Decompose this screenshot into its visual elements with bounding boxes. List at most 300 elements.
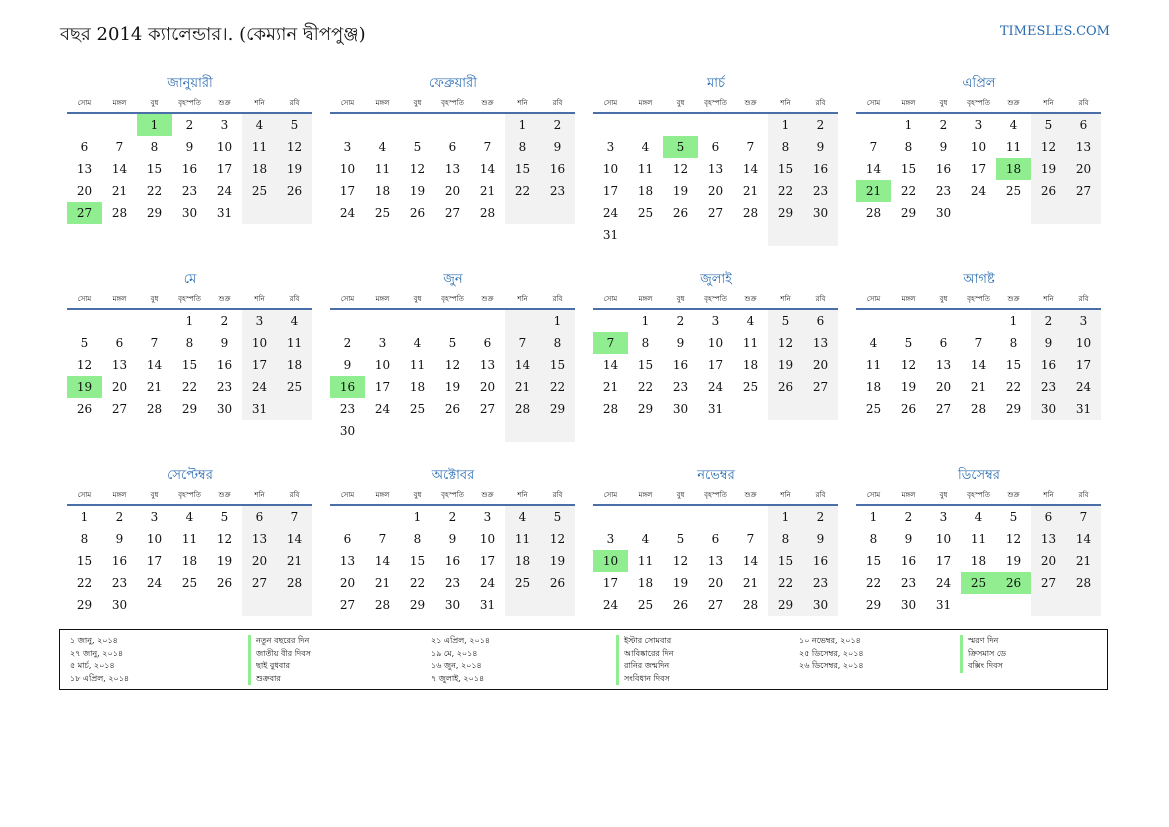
day-cell[interactable]: 4	[185, 510, 194, 524]
day-cell-weekend[interactable]: 7	[277, 506, 312, 528]
day-cell[interactable]: 14	[479, 162, 496, 176]
day-cell[interactable]: 26	[900, 402, 917, 416]
day-cell[interactable]: 29	[181, 402, 198, 416]
day-cell[interactable]: 7	[746, 140, 755, 154]
day-cell[interactable]: 24	[479, 576, 496, 590]
day-cell[interactable]: 13	[707, 162, 724, 176]
day-cell[interactable]: 4	[641, 140, 650, 154]
day-cell-weekend[interactable]: 26	[540, 572, 575, 594]
day-cell-holiday[interactable]: 5	[663, 136, 698, 158]
day-cell-weekend[interactable]: 26	[768, 376, 803, 398]
day-cell[interactable]: 24	[970, 184, 987, 198]
day-cell-weekend[interactable]: 18	[277, 354, 312, 376]
day-cell-weekend[interactable]: 4	[505, 506, 540, 528]
day-cell[interactable]: 3	[974, 118, 983, 132]
day-cell-weekend[interactable]: 19	[540, 550, 575, 572]
day-cell-holiday[interactable]: 18	[996, 158, 1031, 180]
day-cell[interactable]: 12	[672, 554, 689, 568]
day-cell[interactable]: 30	[216, 402, 233, 416]
day-cell[interactable]: 11	[970, 532, 987, 546]
day-cell-weekend[interactable]: 26	[1031, 180, 1066, 202]
day-cell[interactable]: 23	[111, 576, 128, 590]
day-cell[interactable]: 30	[111, 598, 128, 612]
day-cell[interactable]: 18	[374, 184, 391, 198]
day-cell[interactable]: 6	[483, 336, 492, 350]
day-cell-weekend[interactable]: 14	[277, 528, 312, 550]
day-cell[interactable]: 11	[637, 554, 654, 568]
day-cell[interactable]: 21	[374, 576, 391, 590]
day-cell[interactable]: 23	[181, 184, 198, 198]
day-cell-weekend[interactable]: 2	[803, 114, 838, 136]
day-cell[interactable]: 28	[602, 402, 619, 416]
day-cell[interactable]: 14	[742, 162, 759, 176]
site-link[interactable]: TIMESLES.COM	[999, 24, 1110, 39]
day-cell-weekend[interactable]: 9	[803, 528, 838, 550]
day-cell[interactable]: 20	[707, 184, 724, 198]
day-cell[interactable]: 2	[185, 118, 194, 132]
day-cell[interactable]: 10	[374, 358, 391, 372]
day-cell[interactable]: 24	[339, 206, 356, 220]
day-cell-weekend[interactable]: 16	[540, 158, 575, 180]
day-cell-weekend[interactable]: 28	[1066, 572, 1101, 594]
day-cell[interactable]: 24	[374, 402, 391, 416]
day-cell-holiday[interactable]: 1	[137, 114, 172, 136]
day-cell[interactable]: 22	[637, 380, 654, 394]
day-cell[interactable]: 9	[676, 336, 685, 350]
day-cell[interactable]: 12	[409, 162, 426, 176]
day-cell-weekend[interactable]: 11	[505, 528, 540, 550]
day-cell-weekend[interactable]: 6	[1031, 506, 1066, 528]
day-cell-weekend[interactable]: 30	[803, 202, 838, 224]
day-cell-weekend[interactable]: 27	[1031, 572, 1066, 594]
day-cell[interactable]: 6	[711, 140, 720, 154]
day-cell[interactable]: 11	[865, 358, 882, 372]
day-cell[interactable]: 19	[900, 380, 917, 394]
day-cell[interactable]: 8	[869, 532, 878, 546]
day-cell[interactable]: 2	[676, 314, 685, 328]
day-cell[interactable]: 13	[707, 554, 724, 568]
day-cell[interactable]: 9	[343, 358, 352, 372]
day-cell-weekend[interactable]: 21	[1066, 550, 1101, 572]
day-cell[interactable]: 9	[220, 336, 229, 350]
day-cell[interactable]: 20	[479, 380, 496, 394]
day-cell[interactable]: 5	[413, 140, 422, 154]
day-cell-weekend[interactable]: 16	[803, 158, 838, 180]
day-cell[interactable]: 10	[479, 532, 496, 546]
day-cell[interactable]: 30	[339, 424, 356, 438]
day-cell[interactable]: 29	[76, 598, 93, 612]
day-cell[interactable]: 28	[865, 206, 882, 220]
day-cell-weekend[interactable]: 30	[803, 594, 838, 616]
day-cell-weekend[interactable]: 30	[1031, 398, 1066, 420]
day-cell-weekend[interactable]: 15	[768, 158, 803, 180]
day-cell[interactable]: 9	[939, 140, 948, 154]
day-cell[interactable]: 1	[904, 118, 913, 132]
day-cell[interactable]: 28	[111, 206, 128, 220]
day-cell[interactable]: 15	[1005, 358, 1022, 372]
day-cell-weekend[interactable]: 21	[505, 376, 540, 398]
day-cell[interactable]: 25	[374, 206, 391, 220]
day-cell[interactable]: 13	[76, 162, 93, 176]
day-cell[interactable]: 26	[672, 598, 689, 612]
day-cell[interactable]: 6	[939, 336, 948, 350]
day-cell[interactable]: 23	[216, 380, 233, 394]
day-cell[interactable]: 1	[80, 510, 89, 524]
day-cell[interactable]: 18	[865, 380, 882, 394]
day-cell[interactable]: 26	[409, 206, 426, 220]
day-cell[interactable]: 5	[676, 532, 685, 546]
day-cell[interactable]: 1	[641, 314, 650, 328]
day-cell[interactable]: 28	[479, 206, 496, 220]
day-cell-weekend[interactable]: 4	[277, 310, 312, 332]
day-cell-weekend[interactable]: 19	[1031, 158, 1066, 180]
day-cell-holiday[interactable]: 25	[961, 572, 996, 594]
day-cell[interactable]: 8	[1009, 336, 1018, 350]
day-cell[interactable]: 12	[76, 358, 93, 372]
day-cell-weekend[interactable]: 24	[242, 376, 277, 398]
day-cell-weekend[interactable]: 24	[1066, 376, 1101, 398]
day-cell-weekend[interactable]: 20	[242, 550, 277, 572]
day-cell-weekend[interactable]: 22	[540, 376, 575, 398]
day-cell[interactable]: 23	[935, 184, 952, 198]
day-cell[interactable]: 15	[76, 554, 93, 568]
day-cell-holiday[interactable]: 26	[996, 572, 1031, 594]
day-cell[interactable]: 22	[181, 380, 198, 394]
day-cell[interactable]: 15	[146, 162, 163, 176]
day-cell[interactable]: 17	[216, 162, 233, 176]
day-cell[interactable]: 21	[111, 184, 128, 198]
day-cell-weekend[interactable]: 18	[505, 550, 540, 572]
day-cell[interactable]: 14	[374, 554, 391, 568]
day-cell-weekend[interactable]: 12	[540, 528, 575, 550]
day-cell-holiday[interactable]: 16	[330, 376, 365, 398]
day-cell[interactable]: 21	[742, 576, 759, 590]
day-cell[interactable]: 31	[602, 228, 619, 242]
day-cell[interactable]: 4	[378, 140, 387, 154]
day-cell[interactable]: 30	[444, 598, 461, 612]
day-cell[interactable]: 3	[483, 510, 492, 524]
day-cell[interactable]: 29	[637, 402, 654, 416]
day-cell[interactable]: 2	[220, 314, 229, 328]
day-cell[interactable]: 27	[479, 402, 496, 416]
day-cell[interactable]: 16	[444, 554, 461, 568]
day-cell[interactable]: 14	[865, 162, 882, 176]
day-cell[interactable]: 18	[637, 576, 654, 590]
day-cell-weekend[interactable]: 19	[277, 158, 312, 180]
day-cell[interactable]: 3	[150, 510, 159, 524]
day-cell-weekend[interactable]: 15	[505, 158, 540, 180]
day-cell[interactable]: 7	[974, 336, 983, 350]
day-cell[interactable]: 15	[409, 554, 426, 568]
day-cell[interactable]: 28	[146, 402, 163, 416]
day-cell-holiday[interactable]: 19	[67, 376, 102, 398]
day-cell[interactable]: 5	[448, 336, 457, 350]
day-cell[interactable]: 25	[181, 576, 198, 590]
day-cell-weekend[interactable]: 29	[768, 594, 803, 616]
day-cell-weekend[interactable]: 3	[1066, 310, 1101, 332]
day-cell-weekend[interactable]: 1	[505, 114, 540, 136]
day-cell-holiday[interactable]: 10	[593, 550, 628, 572]
day-cell[interactable]: 28	[374, 598, 391, 612]
day-cell[interactable]: 29	[900, 206, 917, 220]
day-cell-weekend[interactable]: 12	[277, 136, 312, 158]
day-cell[interactable]: 5	[80, 336, 89, 350]
day-cell-weekend[interactable]: 29	[768, 202, 803, 224]
day-cell[interactable]: 16	[672, 358, 689, 372]
day-cell-weekend[interactable]: 23	[540, 180, 575, 202]
day-cell-weekend[interactable]: 31	[1066, 398, 1101, 420]
day-cell[interactable]: 12	[672, 162, 689, 176]
day-cell[interactable]: 3	[711, 314, 720, 328]
day-cell[interactable]: 7	[483, 140, 492, 154]
day-cell[interactable]: 26	[444, 402, 461, 416]
day-cell[interactable]: 2	[448, 510, 457, 524]
day-cell[interactable]: 24	[602, 206, 619, 220]
day-cell[interactable]: 8	[413, 532, 422, 546]
day-cell[interactable]: 27	[707, 598, 724, 612]
day-cell[interactable]: 26	[672, 206, 689, 220]
day-cell[interactable]: 7	[115, 140, 124, 154]
day-cell-weekend[interactable]: 8	[505, 136, 540, 158]
day-cell[interactable]: 15	[900, 162, 917, 176]
day-cell-weekend[interactable]: 17	[1066, 354, 1101, 376]
day-cell-weekend[interactable]: 12	[1031, 136, 1066, 158]
day-cell[interactable]: 20	[339, 576, 356, 590]
day-cell-weekend[interactable]: 21	[277, 550, 312, 572]
day-cell[interactable]: 17	[935, 554, 952, 568]
day-cell[interactable]: 26	[216, 576, 233, 590]
day-cell[interactable]: 25	[637, 598, 654, 612]
day-cell-weekend[interactable]: 22	[768, 180, 803, 202]
day-cell[interactable]: 17	[146, 554, 163, 568]
day-cell[interactable]: 21	[602, 380, 619, 394]
day-cell-weekend[interactable]: 28	[505, 398, 540, 420]
day-cell-weekend[interactable]: 7	[1066, 506, 1101, 528]
day-cell[interactable]: 3	[378, 336, 387, 350]
day-cell[interactable]: 3	[606, 532, 615, 546]
day-cell-weekend[interactable]: 13	[1031, 528, 1066, 550]
day-cell[interactable]: 19	[672, 576, 689, 590]
day-cell[interactable]: 17	[374, 380, 391, 394]
day-cell[interactable]: 21	[970, 380, 987, 394]
day-cell[interactable]: 25	[865, 402, 882, 416]
day-cell-weekend[interactable]: 16	[1031, 354, 1066, 376]
day-cell[interactable]: 14	[970, 358, 987, 372]
day-cell[interactable]: 3	[343, 140, 352, 154]
day-cell-weekend[interactable]: 5	[277, 114, 312, 136]
day-cell[interactable]: 7	[746, 532, 755, 546]
day-cell[interactable]: 13	[444, 162, 461, 176]
day-cell[interactable]: 24	[216, 184, 233, 198]
day-cell[interactable]: 21	[146, 380, 163, 394]
day-cell[interactable]: 30	[935, 206, 952, 220]
day-cell-weekend[interactable]: 6	[803, 310, 838, 332]
day-cell[interactable]: 20	[111, 380, 128, 394]
day-cell[interactable]: 10	[602, 162, 619, 176]
day-cell[interactable]: 15	[181, 358, 198, 372]
day-cell[interactable]: 17	[970, 162, 987, 176]
day-cell[interactable]: 20	[76, 184, 93, 198]
day-cell-weekend[interactable]: 1	[768, 114, 803, 136]
day-cell[interactable]: 23	[444, 576, 461, 590]
day-cell[interactable]: 10	[970, 140, 987, 154]
day-cell[interactable]: 22	[146, 184, 163, 198]
day-cell[interactable]: 19	[672, 184, 689, 198]
day-cell-weekend[interactable]: 6	[242, 506, 277, 528]
day-cell[interactable]: 28	[970, 402, 987, 416]
day-cell[interactable]: 10	[216, 140, 233, 154]
day-cell[interactable]: 11	[409, 358, 426, 372]
day-cell[interactable]: 10	[146, 532, 163, 546]
day-cell[interactable]: 13	[479, 358, 496, 372]
day-cell-weekend[interactable]: 20	[1031, 550, 1066, 572]
day-cell[interactable]: 14	[742, 554, 759, 568]
day-cell[interactable]: 29	[409, 598, 426, 612]
day-cell[interactable]: 1	[185, 314, 194, 328]
day-cell[interactable]: 18	[970, 554, 987, 568]
day-cell[interactable]: 31	[479, 598, 496, 612]
day-cell[interactable]: 1	[869, 510, 878, 524]
day-cell[interactable]: 27	[444, 206, 461, 220]
day-cell[interactable]: 30	[181, 206, 198, 220]
day-cell[interactable]: 21	[479, 184, 496, 198]
day-cell[interactable]: 5	[1009, 510, 1018, 524]
day-cell[interactable]: 13	[935, 358, 952, 372]
day-cell[interactable]: 8	[641, 336, 650, 350]
day-cell-weekend[interactable]: 20	[1066, 158, 1101, 180]
day-cell-weekend[interactable]: 10	[242, 332, 277, 354]
day-cell[interactable]: 7	[869, 140, 878, 154]
day-cell-weekend[interactable]: 23	[1031, 376, 1066, 398]
day-cell[interactable]: 6	[448, 140, 457, 154]
day-cell-weekend[interactable]: 27	[1066, 180, 1101, 202]
day-cell-weekend[interactable]: 17	[242, 354, 277, 376]
day-cell[interactable]: 3	[606, 140, 615, 154]
day-cell[interactable]: 20	[444, 184, 461, 198]
day-cell-weekend[interactable]: 23	[803, 180, 838, 202]
day-cell[interactable]: 13	[339, 554, 356, 568]
day-cell[interactable]: 27	[111, 402, 128, 416]
day-cell[interactable]: 28	[742, 598, 759, 612]
day-cell-weekend[interactable]: 13	[803, 332, 838, 354]
day-cell-weekend[interactable]: 2	[540, 114, 575, 136]
day-cell-weekend[interactable]: 5	[540, 506, 575, 528]
day-cell[interactable]: 25	[409, 402, 426, 416]
day-cell[interactable]: 16	[181, 162, 198, 176]
day-cell[interactable]: 14	[146, 358, 163, 372]
day-cell-weekend[interactable]: 15	[540, 354, 575, 376]
day-cell-weekend[interactable]: 3	[242, 310, 277, 332]
day-cell[interactable]: 29	[1005, 402, 1022, 416]
day-cell[interactable]: 11	[374, 162, 391, 176]
day-cell[interactable]: 14	[602, 358, 619, 372]
day-cell[interactable]: 18	[409, 380, 426, 394]
day-cell[interactable]: 11	[1005, 140, 1022, 154]
day-cell[interactable]: 1	[1009, 314, 1018, 328]
day-cell[interactable]: 21	[742, 184, 759, 198]
day-cell[interactable]: 24	[146, 576, 163, 590]
day-cell[interactable]: 30	[672, 402, 689, 416]
day-cell-holiday[interactable]: 27	[67, 202, 102, 224]
day-cell[interactable]: 4	[746, 314, 755, 328]
day-cell-weekend[interactable]: 8	[768, 136, 803, 158]
day-cell[interactable]: 7	[378, 532, 387, 546]
day-cell-weekend[interactable]: 19	[768, 354, 803, 376]
day-cell[interactable]: 17	[339, 184, 356, 198]
day-cell[interactable]: 31	[707, 402, 724, 416]
day-cell-weekend[interactable]: 13	[1066, 136, 1101, 158]
day-cell-weekend[interactable]: 25	[505, 572, 540, 594]
day-cell[interactable]: 22	[76, 576, 93, 590]
day-cell-weekend[interactable]: 16	[803, 550, 838, 572]
day-cell[interactable]: 9	[115, 532, 124, 546]
day-cell-weekend[interactable]: 25	[277, 376, 312, 398]
day-cell[interactable]: 24	[602, 598, 619, 612]
day-cell[interactable]: 28	[742, 206, 759, 220]
day-cell[interactable]: 27	[935, 402, 952, 416]
day-cell-weekend[interactable]: 11	[242, 136, 277, 158]
day-cell-weekend[interactable]: 15	[768, 550, 803, 572]
day-cell-weekend[interactable]: 28	[277, 572, 312, 594]
day-cell[interactable]: 8	[80, 532, 89, 546]
day-cell-weekend[interactable]: 20	[803, 354, 838, 376]
day-cell[interactable]: 6	[115, 336, 124, 350]
day-cell[interactable]: 7	[150, 336, 159, 350]
day-cell[interactable]: 15	[637, 358, 654, 372]
day-cell-weekend[interactable]: 27	[242, 572, 277, 594]
day-cell[interactable]: 22	[409, 576, 426, 590]
day-cell[interactable]: 8	[904, 140, 913, 154]
day-cell[interactable]: 8	[185, 336, 194, 350]
day-cell-weekend[interactable]: 27	[803, 376, 838, 398]
day-cell[interactable]: 12	[1005, 532, 1022, 546]
day-cell[interactable]: 17	[602, 184, 619, 198]
day-cell[interactable]: 16	[216, 358, 233, 372]
day-cell-weekend[interactable]: 2	[803, 506, 838, 528]
day-cell[interactable]: 15	[865, 554, 882, 568]
day-cell[interactable]: 31	[216, 206, 233, 220]
day-cell[interactable]: 11	[637, 162, 654, 176]
day-cell[interactable]: 17	[602, 576, 619, 590]
day-cell[interactable]: 24	[707, 380, 724, 394]
day-cell[interactable]: 17	[479, 554, 496, 568]
day-cell[interactable]: 19	[216, 554, 233, 568]
day-cell-weekend[interactable]: 1	[768, 506, 803, 528]
day-cell-weekend[interactable]: 11	[277, 332, 312, 354]
day-cell-weekend[interactable]: 6	[1066, 114, 1101, 136]
day-cell[interactable]: 6	[80, 140, 89, 154]
day-cell[interactable]: 11	[181, 532, 198, 546]
day-cell[interactable]: 4	[974, 510, 983, 524]
day-cell[interactable]: 23	[900, 576, 917, 590]
day-cell[interactable]: 24	[935, 576, 952, 590]
day-cell[interactable]: 22	[1005, 380, 1022, 394]
day-cell-weekend[interactable]: 14	[505, 354, 540, 376]
day-cell[interactable]: 18	[637, 184, 654, 198]
day-cell[interactable]: 10	[339, 162, 356, 176]
day-cell[interactable]: 2	[115, 510, 124, 524]
day-cell[interactable]: 18	[181, 554, 198, 568]
day-cell[interactable]: 5	[904, 336, 913, 350]
day-cell-weekend[interactable]: 13	[242, 528, 277, 550]
day-cell[interactable]: 11	[742, 336, 759, 350]
day-cell[interactable]: 16	[111, 554, 128, 568]
day-cell[interactable]: 20	[935, 380, 952, 394]
day-cell[interactable]: 22	[865, 576, 882, 590]
day-cell[interactable]: 25	[637, 206, 654, 220]
day-cell-weekend[interactable]: 7	[505, 332, 540, 354]
day-cell[interactable]: 16	[900, 554, 917, 568]
